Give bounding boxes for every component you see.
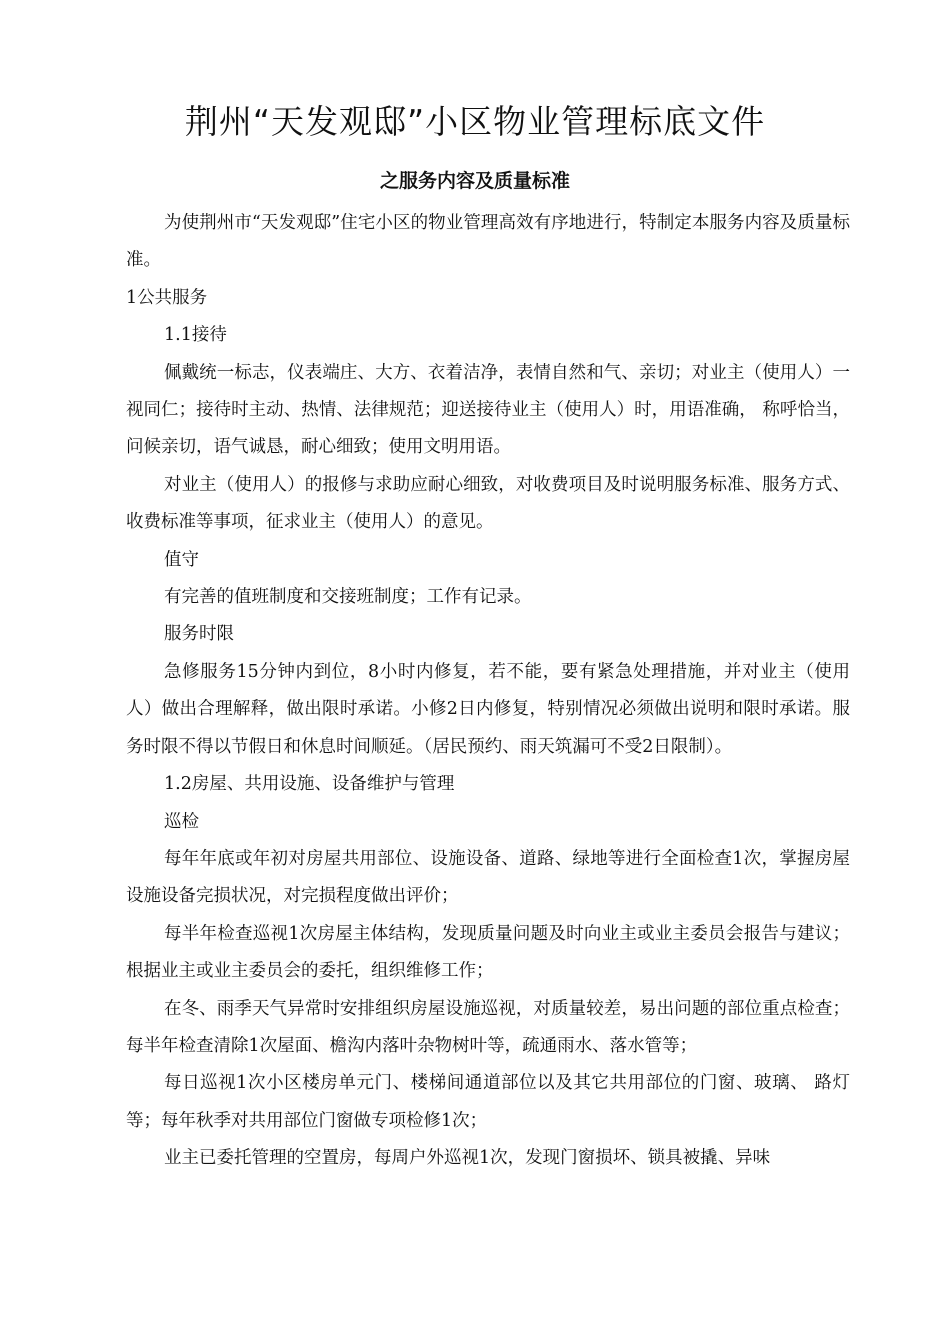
document-subtitle: 之服务内容及质量标准	[379, 170, 570, 192]
paragraph-seasonal-inspection: 在冬、雨季天气异常时安排组织房屋设施巡视，对质量较差，易出问题的部位重点检查；每半年检查清除1次屋面、檐沟内落叶杂物树叶等，疏通雨水、落水管等；	[126, 998, 850, 1056]
paragraph-reception-etiquette: 佩戴统一标志，仪表端庄、大方、衣着洁净，表情自然和气、亲切；对业主（使用人）一视同仁；接待时主动、热情、法律规范；迎送接待业主（使用人）时，用语准确， 称呼恰当，问候亲切，语气诚恳，耐心细致；使用文明用语。	[126, 362, 850, 458]
subsection-heading-duty: 值守	[164, 549, 199, 570]
paragraph-annual-inspection: 每年年底或年初对房屋共用部位、设施设备、道路、绿地等进行全面检查1次，掌握房屋设施设备完损状况，对完损程度做出评价；	[126, 848, 850, 907]
document-body	[126, 205, 850, 1178]
paragraph-semiannual-inspection: 每半年检查巡视1次房屋主体结构，发现质量问题及时向业主或业主委员会报告与建议；根据业主或业主委员会的委托，组织维修工作；	[126, 923, 850, 982]
subsection-heading-service-time: 服务时限	[164, 624, 234, 645]
subsection-heading-maintenance: 1.2房屋、共用设施、设备维护与管理	[164, 774, 455, 795]
paragraph-service-time: 急修服务15分钟内到位，8小时内修复，若不能，要有紧急处理措施，并对业主（使用人）做出合理解释，做出限时承诺。小修2日内修复，特别情况必须做出说明和限时承诺。服务时限不得以节假日和休息时间顺延。（居民预约、雨天筑漏可不受2日限制）。	[126, 661, 850, 757]
document-title: 荆州“天发观邸”小区物业管理标底文件	[184, 102, 766, 141]
subsection-heading-inspection: 巡检	[164, 811, 199, 832]
paragraph-reception-repairs: 对业主（使用人）的报修与求助应耐心细致，对收费项目及时说明服务标准、服务方式、收费标准等事项，征求业主（使用人）的意见。	[126, 474, 850, 533]
section-heading-public-service: 1公共服务	[126, 287, 208, 308]
paragraph-daily-inspection: 每日巡视1次小区楼房单元门、楼梯间通道部位以及其它共用部位的门窗、玻璃、 路灯等；每年秋季对共用部位门窗做专项检修1次；	[126, 1073, 850, 1131]
paragraph-vacant-housing: 业主已委托管理的空置房，每周户外巡视1次，发现门窗损坏、锁具被撬、异味	[164, 1148, 771, 1169]
paragraph-duty: 有完善的值班制度和交接班制度；工作有记录。	[164, 587, 532, 608]
intro-paragraph: 为使荆州市“天发观邸”住宅小区的物业管理高效有序地进行，特制定本服务内容及质量标准。	[126, 213, 850, 271]
subsection-heading-reception: 1.1接待	[164, 325, 227, 346]
